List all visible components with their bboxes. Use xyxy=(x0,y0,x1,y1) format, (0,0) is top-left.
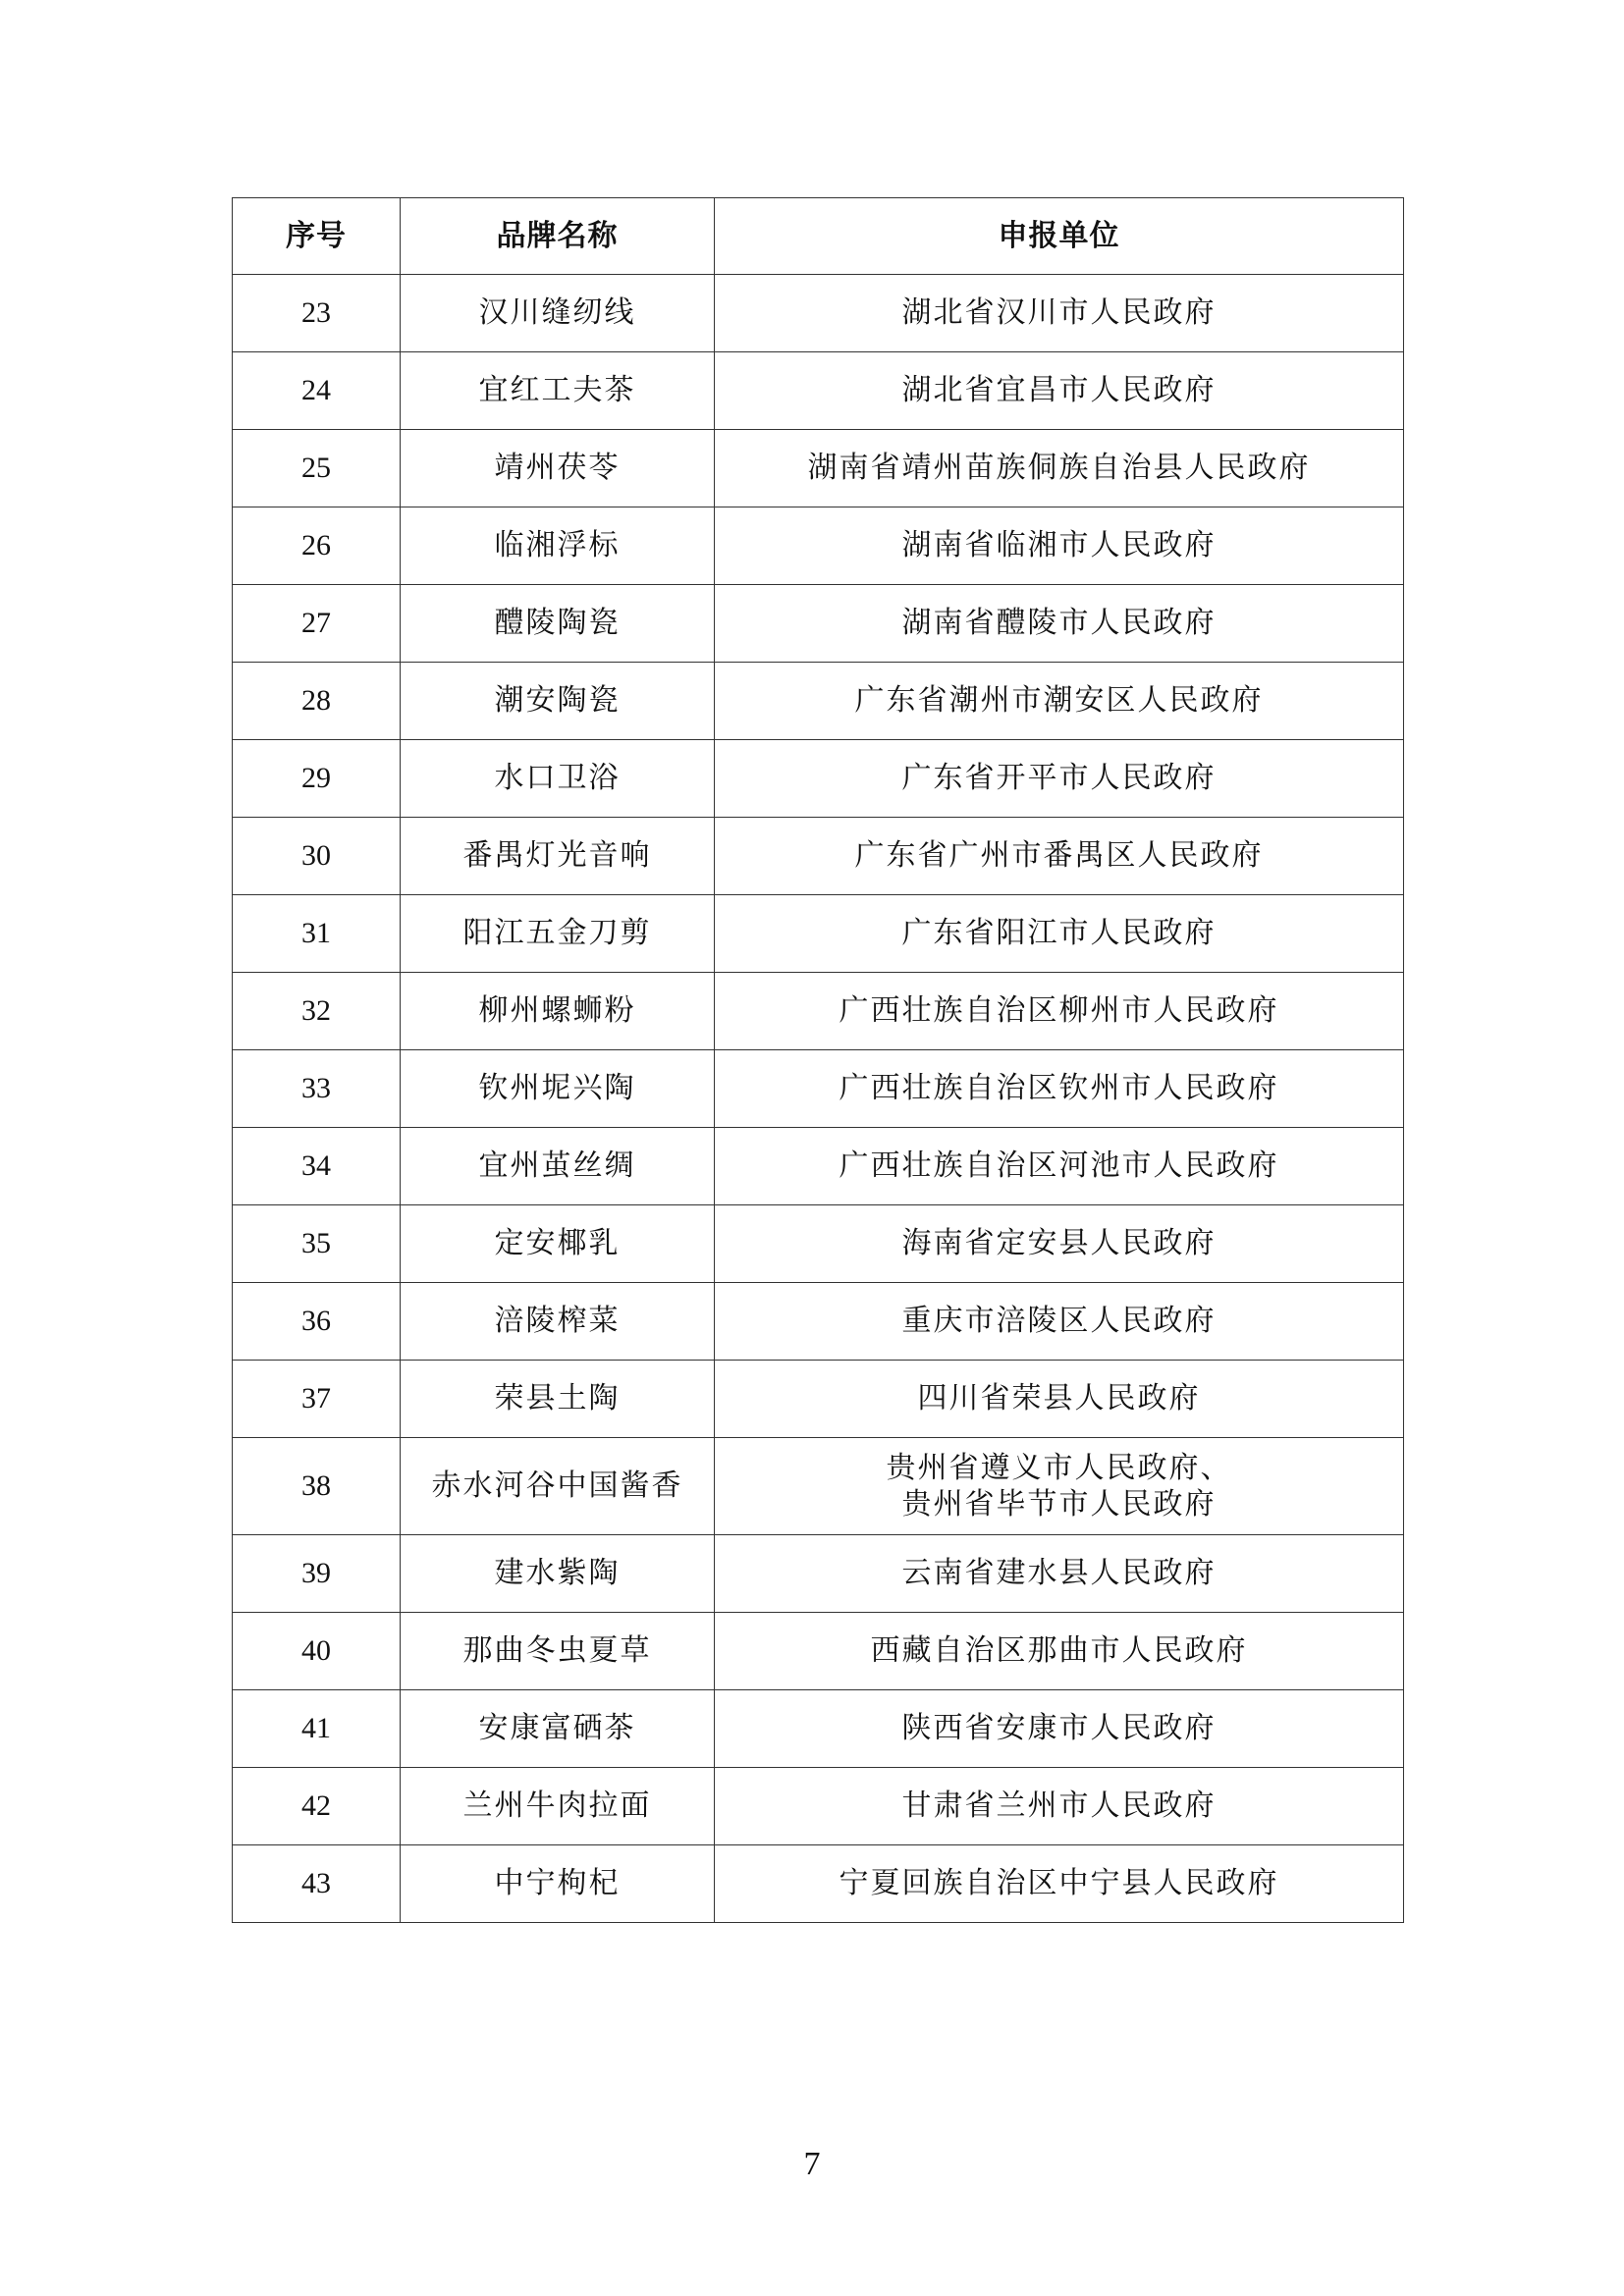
row-applicant-unit: 云南省建水县人民政府 xyxy=(715,1535,1404,1613)
table-row xyxy=(233,973,1404,1050)
row-brand-name: 阳江五金刀剪 xyxy=(401,895,715,973)
table-row xyxy=(233,507,1404,585)
row-brand-name: 临湘浮标 xyxy=(401,507,715,585)
row-serial-number: 41 xyxy=(233,1690,401,1768)
row-applicant-unit: 广东省广州市番禺区人民政府 xyxy=(715,818,1404,895)
row-applicant-unit: 湖北省汉川市人民政府 xyxy=(715,275,1404,352)
row-applicant-unit xyxy=(715,1438,1404,1535)
table-row xyxy=(233,895,1404,973)
table-row xyxy=(233,1613,1404,1690)
row-brand-name: 那曲冬虫夏草 xyxy=(401,1613,715,1690)
row-serial-number: 39 xyxy=(233,1535,401,1613)
row-applicant-unit: 广东省潮州市潮安区人民政府 xyxy=(715,663,1404,740)
row-serial-number: 30 xyxy=(233,818,401,895)
row-brand-name: 兰州牛肉拉面 xyxy=(401,1768,715,1845)
row-applicant-unit: 陕西省安康市人民政府 xyxy=(715,1690,1404,1768)
row-serial-number: 27 xyxy=(233,585,401,663)
table-row xyxy=(233,1535,1404,1613)
row-serial-number: 36 xyxy=(233,1283,401,1361)
row-applicant-unit: 海南省定安县人民政府 xyxy=(715,1205,1404,1283)
table-row xyxy=(233,1128,1404,1205)
row-brand-name: 中宁枸杞 xyxy=(401,1845,715,1923)
row-serial-number: 28 xyxy=(233,663,401,740)
row-applicant-unit: 四川省荣县人民政府 xyxy=(715,1361,1404,1438)
row-brand-name: 宜州茧丝绸 xyxy=(401,1128,715,1205)
row-brand-name: 涪陵榨菜 xyxy=(401,1283,715,1361)
table-row xyxy=(233,430,1404,507)
row-brand-name: 汉川缝纫线 xyxy=(401,275,715,352)
table-row xyxy=(233,740,1404,818)
row-applicant-unit: 宁夏回族自治区中宁县人民政府 xyxy=(715,1845,1404,1923)
table-row xyxy=(233,1361,1404,1438)
row-brand-name: 宜红工夫茶 xyxy=(401,352,715,430)
table-row xyxy=(233,1205,1404,1283)
row-serial-number: 43 xyxy=(233,1845,401,1923)
row-applicant-unit: 湖南省靖州苗族侗族自治县人民政府 xyxy=(715,430,1404,507)
page-number: 7 xyxy=(803,2146,821,2182)
brand-table xyxy=(232,197,1404,1923)
table-row xyxy=(233,352,1404,430)
header-serial-number: 序号 xyxy=(233,198,401,275)
applicant-unit-line: 贵州省遵义市人民政府、 xyxy=(886,1450,1232,1485)
header-applicant-unit: 申报单位 xyxy=(715,198,1404,275)
row-serial-number: 31 xyxy=(233,895,401,973)
row-brand-name: 安康富硒茶 xyxy=(401,1690,715,1768)
table-row xyxy=(233,585,1404,663)
row-applicant-unit: 广东省阳江市人民政府 xyxy=(715,895,1404,973)
row-applicant-unit: 西藏自治区那曲市人民政府 xyxy=(715,1613,1404,1690)
row-serial-number: 32 xyxy=(233,973,401,1050)
row-serial-number: 35 xyxy=(233,1205,401,1283)
row-applicant-unit: 广西壮族自治区柳州市人民政府 xyxy=(715,973,1404,1050)
row-applicant-unit: 湖南省醴陵市人民政府 xyxy=(715,585,1404,663)
row-brand-name: 荣县土陶 xyxy=(401,1361,715,1438)
row-brand-name: 醴陵陶瓷 xyxy=(401,585,715,663)
row-brand-name: 定安椰乳 xyxy=(401,1205,715,1283)
table-row xyxy=(233,1283,1404,1361)
table-row xyxy=(233,1845,1404,1923)
row-serial-number: 33 xyxy=(233,1050,401,1128)
row-applicant-unit: 广西壮族自治区钦州市人民政府 xyxy=(715,1050,1404,1128)
row-applicant-unit: 湖南省临湘市人民政府 xyxy=(715,507,1404,585)
row-applicant-unit: 湖北省宜昌市人民政府 xyxy=(715,352,1404,430)
row-serial-number: 34 xyxy=(233,1128,401,1205)
row-serial-number: 42 xyxy=(233,1768,401,1845)
row-serial-number: 24 xyxy=(233,352,401,430)
row-applicant-unit: 重庆市涪陵区人民政府 xyxy=(715,1283,1404,1361)
applicant-unit-line: 贵州省毕节市人民政府 xyxy=(901,1487,1217,1522)
row-brand-name: 柳州螺蛳粉 xyxy=(401,973,715,1050)
row-serial-number: 25 xyxy=(233,430,401,507)
row-applicant-unit: 广东省开平市人民政府 xyxy=(715,740,1404,818)
row-serial-number: 26 xyxy=(233,507,401,585)
row-serial-number: 29 xyxy=(233,740,401,818)
row-brand-name: 水口卫浴 xyxy=(401,740,715,818)
table-row xyxy=(233,663,1404,740)
row-brand-name: 潮安陶瓷 xyxy=(401,663,715,740)
row-serial-number: 23 xyxy=(233,275,401,352)
row-brand-name: 靖州茯苓 xyxy=(401,430,715,507)
row-brand-name: 番禺灯光音响 xyxy=(401,818,715,895)
row-applicant-unit: 广西壮族自治区河池市人民政府 xyxy=(715,1128,1404,1205)
row-serial-number: 40 xyxy=(233,1613,401,1690)
table-row xyxy=(233,818,1404,895)
row-brand-name: 赤水河谷中国酱香 xyxy=(401,1438,715,1535)
row-applicant-unit: 甘肃省兰州市人民政府 xyxy=(715,1768,1404,1845)
row-serial-number: 38 xyxy=(233,1438,401,1535)
table-header-row xyxy=(233,198,1404,275)
table-row xyxy=(233,1690,1404,1768)
row-brand-name: 建水紫陶 xyxy=(401,1535,715,1613)
row-serial-number: 37 xyxy=(233,1361,401,1438)
row-brand-name: 钦州坭兴陶 xyxy=(401,1050,715,1128)
table-row xyxy=(233,1438,1404,1535)
header-brand-name: 品牌名称 xyxy=(401,198,715,275)
table-row xyxy=(233,1768,1404,1845)
table-row xyxy=(233,275,1404,352)
table-row xyxy=(233,1050,1404,1128)
